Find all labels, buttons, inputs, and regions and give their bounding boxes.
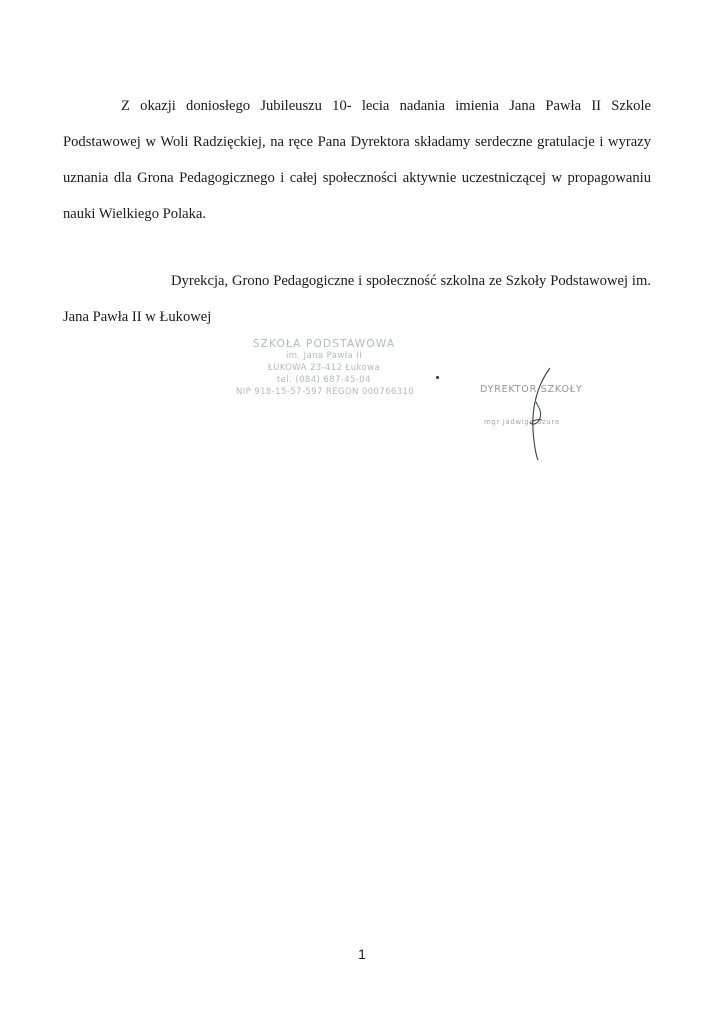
stamp-line: ŁUKOWA 23-412 Łukowa [267, 363, 381, 373]
letter-paragraph-congratulations [63, 88, 651, 232]
ink-dot [436, 376, 439, 379]
handwritten-signature [472, 362, 612, 462]
paragraph-text: Z okazji doniosłego Jubileuszu 10- lecia nadania imienia Jana Pawła II Szkole Podstawowej w Woli Radzięckiej, na ręce Pana Dyrektora składamy serdeczne gratulacje i wyrazy uznania dla Grona Pedagogicznego i całej społeczności aktywnie uczestniczącej w propagowaniu nauki Wielkiego Polaka. [63, 98, 651, 222]
stamp-line: SZKOŁA PODSTAWOWA [252, 338, 396, 350]
director-signature [472, 362, 612, 462]
signature-stamp-title: DYREKTOR SZKOŁY [480, 384, 583, 395]
letter-paragraph-signatories [63, 263, 651, 335]
signature-stamp-name: mgr Jadwiga Szura [484, 418, 560, 426]
stamp-line: tel. (084) 687-45-04 [277, 375, 371, 385]
school-stamp [236, 338, 415, 400]
paragraph-text: Dyrekcja, Grono Pedagogiczne i społeczność szkolna ze Szkoły Podstawowej im. Jana Pawła II w Łukowej [63, 273, 651, 325]
page-number: 1 [358, 946, 366, 962]
stamp-line: NIP 918-15-57-597 REGON 000766310 [236, 387, 415, 397]
stamp-line: im. Jana Pawła II [285, 351, 363, 361]
